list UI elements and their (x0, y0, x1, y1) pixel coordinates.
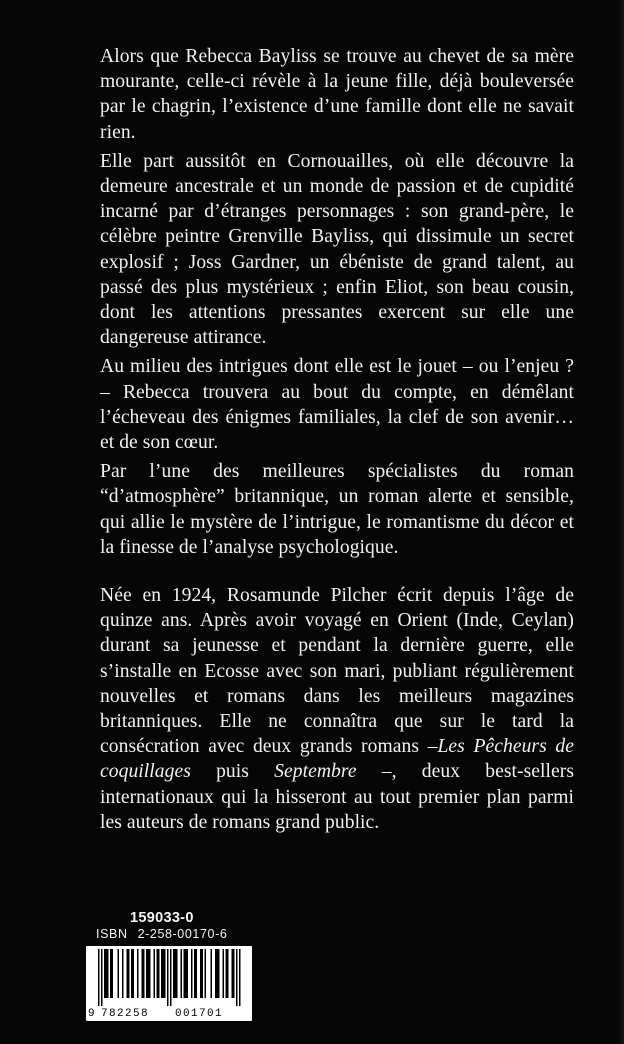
barcode-bar-19 (154, 949, 156, 998)
barcode-bar-50 (239, 949, 241, 1006)
barcode-bar-8 (122, 949, 124, 998)
barcode-bar-47 (232, 949, 234, 998)
barcode-bar-22 (161, 949, 163, 998)
barcode-bar-37 (200, 949, 202, 998)
barcode-bars (86, 946, 252, 1008)
author-bio-text-2: puis (190, 761, 275, 783)
barcode-bar-14 (142, 949, 144, 998)
barcode-bar-20 (157, 949, 159, 998)
barcode-bar-40 (211, 949, 213, 998)
barcode-bar-43 (218, 949, 220, 998)
barcode-bar-41 (215, 949, 217, 998)
barcode-bar-17 (148, 949, 150, 998)
barcode-bar-16 (146, 949, 148, 998)
barcode-first-digit: 9 (88, 1008, 95, 1020)
isbn-line (96, 927, 227, 941)
barcode-bar-28 (175, 949, 177, 998)
barcode-bar-10 (128, 949, 130, 998)
barcode-bar-39 (205, 949, 207, 998)
barcode-bar-15 (143, 949, 145, 998)
barcode-bar-5 (110, 949, 112, 998)
barcode-bar-24 (164, 949, 166, 998)
author-bio-text-1: Née en 1924, Rosamunde Pilcher écrit depuis l’âge de quinze ans. Après avoir voyagé en Orient (Inde, Ceylan) durant sa jeunesse et pendant la dernière guerre, elle s’installe en Ecosse avec son mari, publiant régulièrement nouvelles et romans dans les meilleurs magazines britanniques. Elle ne connaîtra que sur le tard la consécration avec deux grands romans – (100, 585, 574, 758)
barcode-bar-4 (107, 949, 109, 998)
barcode-bar-33 (187, 949, 189, 998)
barcode-bar-26 (170, 949, 172, 1006)
barcode-bar-7 (118, 949, 120, 998)
barcode-bar-29 (176, 949, 178, 998)
barcode-bar-21 (158, 949, 160, 998)
barcode-right-group: 001701 (175, 1008, 224, 1020)
barcode-bar-32 (185, 949, 187, 998)
barcode-bar-9 (127, 949, 129, 998)
barcode-bar-30 (181, 949, 183, 998)
barcode-bar-1 (101, 949, 103, 1006)
blurb-paragraph-3: Au milieu des intrigues dont elle est le jouet – ou l’enjeu ? – Rebecca trouvera au bout du compte, en démêlant l’écheveau des énigmes familiales, la clef de son avenir… et de son cœur. (100, 356, 574, 454)
blurb-paragraph-2: Elle part aussitôt en Cornouailles, où elle découvre la demeure ancestrale et un monde de passion et de cupidité incarné par d’étranges personnages : son grand-père, le célèbre peintre Grenville Bayliss, qui dissimule un secret explosif ; Joss Gardner, un ébéniste de grand talent, au passé des plus mystérieux ; enfin Eliot, son beau cousin, dont les attentions pressantes exercent sur elle une dangereuse attirance. (100, 150, 574, 349)
barcode-bar-42 (217, 949, 219, 998)
barcode-bar-23 (163, 949, 165, 998)
barcode-bar-12 (133, 949, 135, 998)
ean-barcode (86, 946, 252, 1021)
barcode-bar-46 (227, 949, 229, 998)
book-title-pecheurs: Les Pêcheurs de coquillages (100, 736, 574, 783)
blurb-paragraph-4: Par l’une des meilleures spécialistes du roman “d’atmosphère” britannique, un roman alerte et sensible, qui allie le mystère de l’intrigue, le romantisme du décor et la finesse de l’analyse psychologique. (100, 461, 574, 558)
barcode-bar-3 (106, 949, 108, 998)
barcode-bar-13 (137, 949, 139, 998)
spine-edge (618, 0, 624, 1044)
barcode-bar-27 (173, 949, 175, 998)
isbn-number: 2-258-00170-6 (137, 927, 228, 941)
barcode-bar-45 (226, 949, 228, 998)
barcode-bar-49 (236, 949, 238, 1006)
blurb-paragraph-1: Alors que Rebecca Bayliss se trouve au chevet de sa mère mourante, celle-ci révèle à la jeune fille, déjà bouleversée par le chagrin, l’existence d’une famille dont elle ne savait rien. (100, 46, 574, 143)
author-bio-paragraph (100, 583, 574, 835)
barcode-bar-6 (112, 949, 114, 998)
barcode-bar-11 (131, 949, 133, 998)
barcode-bar-2 (104, 949, 106, 998)
barcode-bar-38 (202, 949, 204, 998)
barcode-bar-31 (184, 949, 186, 998)
barcode-bar-0 (98, 949, 100, 1006)
author-bio-text-3: –, deux best-sellers internationaux qui la hisseront au tout premier plan parmi les auteurs de romans grand public. (100, 761, 575, 833)
barcode-left-group: 782258 (101, 1008, 150, 1020)
barcode-bar-34 (191, 949, 193, 998)
barcode-bar-44 (223, 949, 225, 998)
barcode-bar-36 (196, 949, 198, 998)
isbn-label: ISBN (96, 927, 128, 941)
barcode-bar-25 (167, 949, 169, 1006)
barcode-bar-48 (233, 949, 235, 998)
barcode-bar-18 (149, 949, 151, 998)
barcode-bar-35 (194, 949, 196, 998)
book-title-septembre: Septembre (274, 761, 357, 783)
blurb-text (100, 44, 574, 839)
reference-code: 159033-0 (130, 910, 194, 926)
